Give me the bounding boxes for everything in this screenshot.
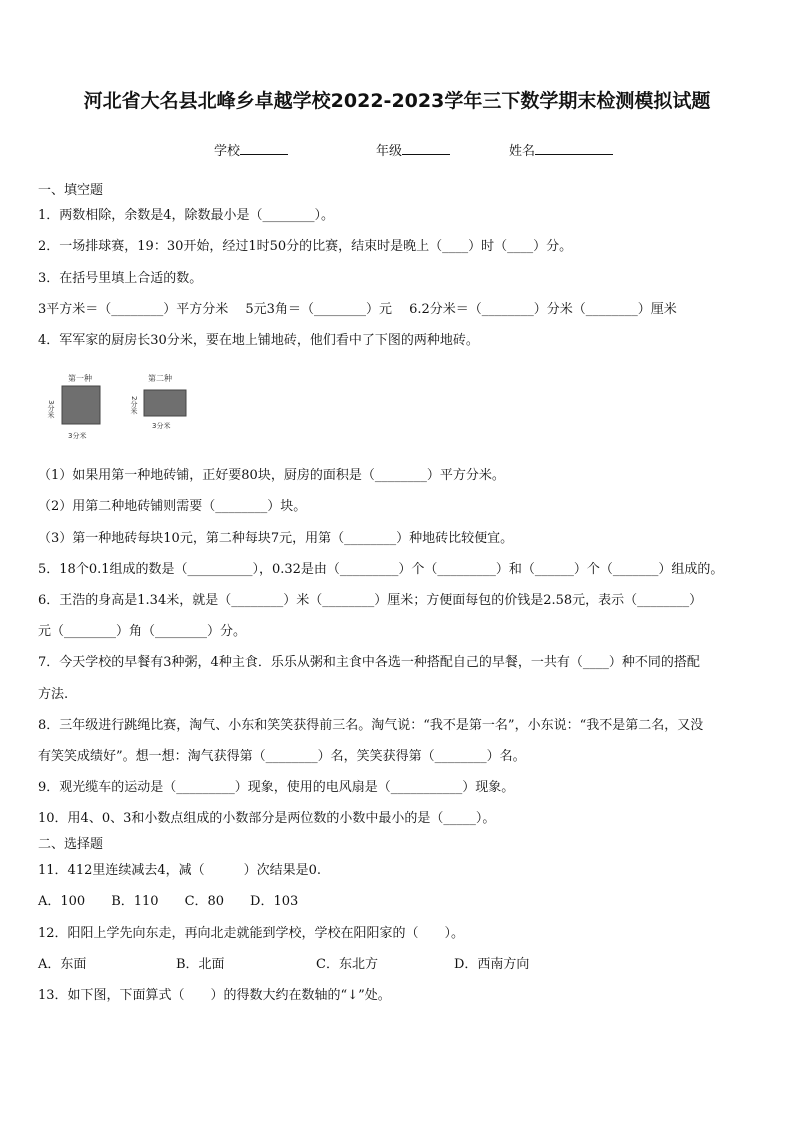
- question-4-part-1: （1）如果用第一种地砖铺，正好要80块，厨房的面积是（________）平方分米。: [38, 468, 505, 483]
- tile-1-side-label: 3分米: [47, 400, 55, 419]
- page-title: 河北省大名县北峰乡卓越学校2022-2023学年三下数学期末检测模拟试题: [83, 90, 711, 112]
- question-4: 4．军军家的厨房长30分米，要在地上铺地砖，他们看中了下图的两种地砖。: [38, 333, 479, 348]
- question-10: 10．用4、0、3和小数点组成的小数部分是两位数的小数中最小的是（_____）。: [38, 811, 496, 826]
- question-1: 1．两数相除，余数是4，除数最小是（________）。: [38, 208, 335, 223]
- question-11: 11．412里连续减去4，减（ ）次结果是0.: [38, 863, 322, 878]
- question-4-part-2: （2）用第二种地砖铺则需要（________）块。: [38, 499, 307, 514]
- option-c[interactable]: C．东北方: [316, 957, 378, 972]
- school-field: [214, 140, 288, 159]
- school-blank[interactable]: [240, 141, 288, 155]
- section-multiple-choice: 二、选择题: [38, 837, 104, 852]
- option-a[interactable]: A．东面: [38, 957, 87, 972]
- question-2: 2．一场排球赛，19：30开始，经过1时50分的比赛，结束时是晚上（____）时（____）分。: [38, 239, 573, 254]
- name-field: [509, 140, 613, 159]
- question-8-line-1: 8．三年级进行跳绳比赛，淘气、小东和笑笑获得前三名。淘气说：“我不是第一名”，小东说：“我不是第二名，又没: [38, 718, 704, 733]
- question-12-options: [38, 956, 529, 974]
- tile-1-label: 第一种: [68, 374, 92, 383]
- question-6-line-1: 6．王浩的身高是1.34米，就是（________）米（________）厘米；方便面每包的价钱是2.58元，表示（________）: [38, 593, 703, 608]
- grade-label: 年级: [376, 144, 403, 159]
- tile-1-square: [62, 386, 100, 424]
- tile-2-label: 第二种: [148, 374, 172, 383]
- question-13: 13．如下图，下面算式（ ）的得数大约在数轴的“↓”处。: [38, 988, 391, 1003]
- tile-2-rectangle: [144, 390, 186, 416]
- name-blank[interactable]: [535, 141, 613, 155]
- option-d[interactable]: D．西南方向: [454, 957, 530, 972]
- tile-figure: [48, 372, 208, 444]
- question-11-options: A．100 B．110 C．80 D．103: [38, 894, 299, 909]
- tile-2-side-label: 2分米: [130, 396, 138, 415]
- name-label: 姓名: [509, 144, 536, 159]
- question-8-line-2: 有笑笑成绩好”。想一想：淘气获得第（________）名，笑笑获得第（________）名。: [38, 749, 526, 764]
- school-label: 学校: [214, 144, 241, 159]
- question-7-line-1: 7．今天学校的早餐有3种粥，4种主食．乐乐从粥和主食中各选一种搭配自己的早餐，一共有（____）种不同的搭配: [38, 655, 700, 670]
- grade-blank[interactable]: [402, 141, 450, 155]
- tile-2-bottom-label: 3分米: [152, 422, 171, 430]
- question-4-part-3: （3）第一种地砖每块10元，第二种每块7元，用第（________）种地砖比较便宜。: [38, 531, 514, 546]
- question-12: 12．阳阳上学先向东走，再向北走就能到学校，学校在阳阳家的（ ）。: [38, 926, 465, 941]
- option-b[interactable]: B．北面: [176, 957, 225, 972]
- question-7-line-2: 方法.: [38, 687, 69, 702]
- question-9: 9．观光缆车的运动是（_________）现象，使用的电风扇是（___________）现象。: [38, 780, 515, 795]
- section-fill-in: 一、填空题: [38, 183, 104, 198]
- grade-field: [376, 140, 450, 159]
- tile-1-bottom-label: 3分米: [68, 432, 87, 440]
- question-3-items: 3平方米＝（________）平方分米 5元3角＝（________）元 6.2分米＝（________）分米（________）厘米: [38, 302, 677, 317]
- question-5: 5．18个0.1组成的数是（__________），0.32是由（_________）个（_________）和（______）个（_______）组成的。: [38, 562, 724, 577]
- question-3: 3．在括号里填上合适的数。: [38, 271, 203, 286]
- question-6-line-2: 元（________）角（________）分。: [38, 624, 247, 639]
